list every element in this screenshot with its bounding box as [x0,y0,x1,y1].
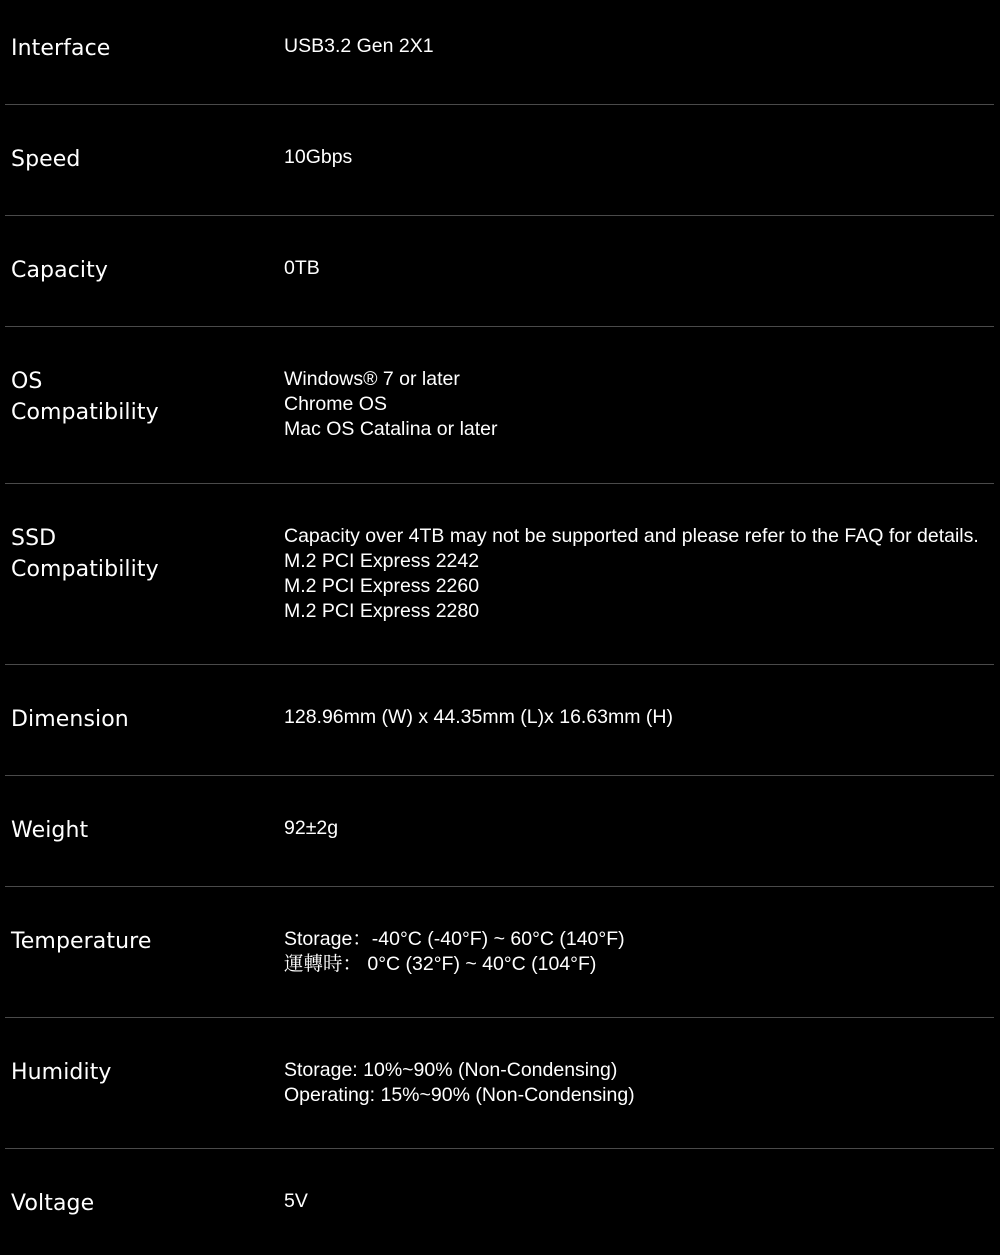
spec-label: Interface [11,36,111,61]
spec-row-temperature [0,887,1000,1018]
spec-label: Dimension [11,707,129,732]
spec-value: USB3.2 Gen 2X1 [284,35,434,57]
spec-label: Temperature [11,929,152,954]
spec-value: Storage：-40°C (-40°F) ~ 60°C (140°F) 運轉時： 0°C (32°F) ~ 40°C (104°F) [284,928,625,975]
spec-row-capacity [0,216,1000,327]
spec-row-speed [0,105,1000,216]
spec-label: OS Compatibility [11,369,159,425]
spec-row-os-compatibility [0,327,1000,484]
spec-label: Humidity [11,1060,112,1085]
spec-row-weight [0,776,1000,887]
spec-value: Windows® 7 or later Chrome OS Mac OS Catalina or later [284,368,498,440]
spec-value: 5V [284,1190,308,1212]
spec-label: Voltage [11,1191,95,1216]
spec-label: Speed [11,147,81,172]
spec-label: Capacity [11,258,108,283]
spec-row-voltage [0,1149,1000,1255]
spec-label: Weight [11,818,89,843]
spec-row-interface [0,0,1000,105]
spec-value: 10Gbps [284,146,353,168]
spec-value: Capacity over 4TB may not be supported and please refer to the FAQ for details. M.2 PCI Express 2242 M.2 PCI Express 2260 M.2 PCI Express 2280 [284,525,979,622]
spec-row-humidity [0,1018,1000,1149]
spec-value: 92±2g [284,817,339,839]
spec-value: Storage: 10%~90% (Non-Condensing) Operating: 15%~90% (Non-Condensing) [284,1059,635,1106]
spec-value: 128.96mm (W) x 44.35mm (L)x 16.63mm (H) [284,706,674,728]
spec-row-ssd-compatibility [0,484,1000,665]
spec-row-dimension [0,665,1000,776]
spec-value: 0TB [284,257,320,279]
spec-label: SSD Compatibility [11,526,159,582]
